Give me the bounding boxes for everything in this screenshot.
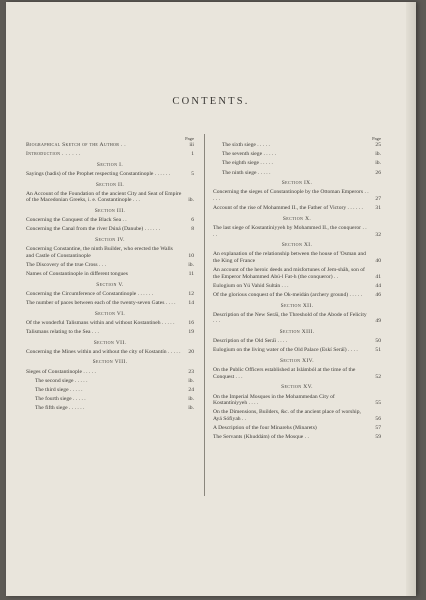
toc-entry-page: 10 [188,252,194,259]
toc-entry-title: Description of the New Seráï, the Threshold of the Abode of Felicity . . . [213,311,367,325]
toc-entry[interactable] [213,142,381,149]
section-heading: Section XI. [281,242,313,249]
toc-entry-page: 19 [188,329,194,335]
toc-entry[interactable] [213,160,381,167]
toc-entry[interactable] [213,312,381,325]
toc-entry-page: 11 [188,271,194,278]
toc-entry[interactable] [26,405,194,412]
toc-entry-title: On the Imperial Mosques in the Mohammedan City of Kostantíniyyeh . . . . [213,393,335,407]
toc-entry-title: Talismans relating to the Sea . . . [26,329,99,335]
toc-entry-page: ib. [375,151,381,158]
toc-entry[interactable] [26,300,194,307]
section-heading: Section VI. [94,310,126,317]
toc-entry-page: 32 [375,231,381,238]
page-title: CONTENTS. [172,96,250,107]
toc-entry-page: 52 [375,373,381,380]
toc-entry-title: Of the glorious conquest of the Ok-meidán (archery ground) . . . . . [213,292,363,299]
toc-entry-page: 16 [188,319,194,326]
toc-entry-title: Concerning the Canal from the river Dúná (Danube) . . . . . . [26,226,161,233]
toc-entry-page: 25 [375,142,381,148]
toc-entry-title: A Description of the four Minarehs (Minarets) [213,425,317,432]
toc-entry-title: Names of Constantinople in different tongues [26,271,128,278]
section-heading: Section IV. [95,236,125,243]
toc-entry-title: Description of the Old Seráï . . . . [213,338,288,345]
toc-entry[interactable] [26,349,194,356]
toc-entry-page: 1 [191,151,194,158]
toc-entry-page: ib. [188,405,194,412]
toc-entry-page: 14 [188,300,194,307]
toc-entry[interactable] [213,292,381,299]
toc-entry-title: The sixth siege . . . . . [222,142,270,148]
section-heading: Section VIII. [92,359,128,366]
toc-entry-title: Introduction . . . . . . [26,151,81,158]
toc-entry-title: Concerning the Mines within and without the city of Kostantín . . . . . [26,348,181,355]
toc-entry-page: 46 [375,292,381,299]
toc-entry[interactable] [26,217,194,224]
toc-entry-page: iii [189,142,194,148]
toc-entry[interactable] [213,347,381,354]
toc-entry-title: The Servants (Khuddám) of the Mosque . . [213,434,309,441]
toc-entry[interactable] [26,320,194,327]
section-heading: Section V. [96,281,124,288]
toc-entry[interactable] [26,151,194,158]
toc-entry[interactable] [213,251,381,264]
section-heading: Section I. [96,161,124,168]
toc-entry-title: The Discovery of the true Cross . . . [26,261,107,268]
toc-entry-title: The fourth siege . . . . . [35,396,86,403]
page-column-header: Page [372,136,381,141]
section-heading: Section II. [95,181,125,188]
toc-entry-page: 26 [375,169,381,176]
toc-entry[interactable] [213,151,381,158]
toc-entry-title: On the Dimensions, Builders, &c. of the ancient place of worship, Ayá Sófiyah . . [213,409,361,422]
section-heading: Section XIII. [279,329,315,335]
toc-entry-page: 57 [375,425,381,432]
toc-entry-page: 5 [191,170,194,177]
toc-entry-title: Account of the rise of Mohammed II., the Father of Victory . . . . . . [213,205,363,212]
toc-entry-page: ib. [188,261,194,268]
toc-entry-page: ib. [188,396,194,403]
section-heading: Section XIV. [279,357,315,364]
toc-entry[interactable] [213,170,381,177]
toc-entry-title: Sieges of Constantinople . . . . . [26,368,96,375]
toc-entry-page: 49 [375,318,381,325]
toc-entry-title: Eulogium on Yú Vahid Sultán . . . [213,282,289,289]
toc-entry-title: The third siege . . . . . [35,386,83,393]
toc-entry[interactable] [26,191,194,204]
toc-entry-page: ib. [188,197,194,204]
toc-entry-title: An account of the heroic deeds and misfortunes of Jem-shâh, son of the Emperor Mohammed Abú-l Fat-h (the conqueror) . . [213,267,365,280]
toc-entry-title: An Account of the Foundation of the ancient City and Seat of Empire of the Macedonian Greeks, i. e. Constantinople . . . [26,190,182,204]
toc-entry-title: Sayings (hadis) of the Prophet respecting Constantinople . . . . . . [26,170,171,177]
toc-entry-page: 23 [188,368,194,375]
toc-entry-title: The number of paces between each of the twenty-seven Gates . . . . [26,300,176,307]
toc-entry-page: 8 [191,226,194,233]
section-heading: Section IX. [281,180,313,187]
toc-entry-page: ib. [188,377,194,384]
toc-entry-page: 40 [375,257,381,264]
toc-entry[interactable] [26,171,194,178]
toc-entry-page: 6 [191,217,194,224]
section-heading: Section XV. [281,384,313,391]
toc-entry[interactable] [26,271,194,278]
toc-entry-title: The second siege . . . . . [35,377,88,384]
toc-entry[interactable] [26,142,194,149]
page-edge [406,2,416,596]
toc-entry-page: 24 [188,386,194,393]
toc-entry[interactable] [213,225,381,238]
toc-entry[interactable] [213,425,381,432]
toc-entry-title: Eulogium on the living water of the Old Palace (Eskí Seráï) . . . . [213,347,358,354]
toc-entry[interactable] [26,262,194,269]
toc-entry-title: Concerning the Conquest of the Black Sea . . [26,217,127,224]
toc-entry-title: The eighth siege . . . . . [222,160,273,167]
toc-column-right [213,136,381,443]
toc-entry-page: 27 [375,195,381,202]
toc-column-left [26,136,194,415]
toc-entry-page: 41 [375,273,381,280]
toc-entry-title: The fifth siege . . . . . . [35,405,85,412]
toc-entry-title: On the Public Officers established at Islámból at the time of the Conquest . . . [213,367,356,380]
toc-entry-page: 56 [375,415,381,422]
toc-entry[interactable] [213,267,381,280]
section-heading: Section VII. [93,339,127,346]
toc-entry[interactable] [26,246,194,259]
toc-entry[interactable] [26,291,194,298]
toc-entry[interactable] [26,226,194,233]
toc-entry-title: Concerning the Circumference of Constantinople . . . . . . [26,290,154,297]
toc-entry-page: ib. [375,160,381,167]
toc-entry[interactable] [26,369,194,376]
toc-entry-page: 44 [375,282,381,289]
toc-entry-page: 31 [375,205,381,212]
section-heading: Section XII. [280,302,314,309]
toc-entry[interactable] [213,367,381,380]
toc-entry-title: The last siege of Kostantíniyyeh by Mohammed II., the conqueror . . . . [213,224,367,238]
toc-entry[interactable] [26,396,194,403]
toc-entry[interactable] [213,394,381,407]
book-page [6,2,416,596]
toc-entry[interactable] [213,409,381,422]
page-column-header: Page [185,136,194,141]
column-divider [204,134,205,496]
toc-entry-title: Biographical Sketch of the Author . . [26,142,126,148]
toc-entry[interactable] [213,283,381,290]
toc-entry-title: The ninth siege . . . . . [222,169,271,176]
toc-entry-page: 50 [375,338,381,345]
toc-entry-page: 12 [188,290,194,297]
toc-entry[interactable] [213,434,381,441]
toc-entry-page: 59 [375,434,381,441]
toc-entry[interactable] [213,338,381,345]
toc-entry-title: The seventh siege . . . . . [222,151,277,158]
toc-entry[interactable] [26,329,194,336]
toc-entry-title: An explanation of the relationship between the house of 'Osman and the King of France [213,251,366,264]
toc-entry[interactable] [26,378,194,385]
toc-entry-page: 51 [375,347,381,354]
toc-entry-page: 20 [188,348,194,355]
toc-entry-title: Concerning the sieges of Constantinople by the Ottoman Emperors . . . . . [213,189,369,202]
toc-entry-page: 55 [375,400,381,407]
toc-entry-title: Concerning Constantine, the ninth Builder, who erected the Walls and Castle of Constantinople [26,246,173,259]
toc-entry[interactable] [213,189,381,202]
toc-entry[interactable] [213,205,381,212]
toc-entry[interactable] [26,387,194,394]
toc-entry-title: Of the wonderful Talismans within and without Kostantineh . . . . . [26,319,175,326]
section-heading: Section X. [282,215,312,222]
section-heading: Section III. [94,207,126,214]
